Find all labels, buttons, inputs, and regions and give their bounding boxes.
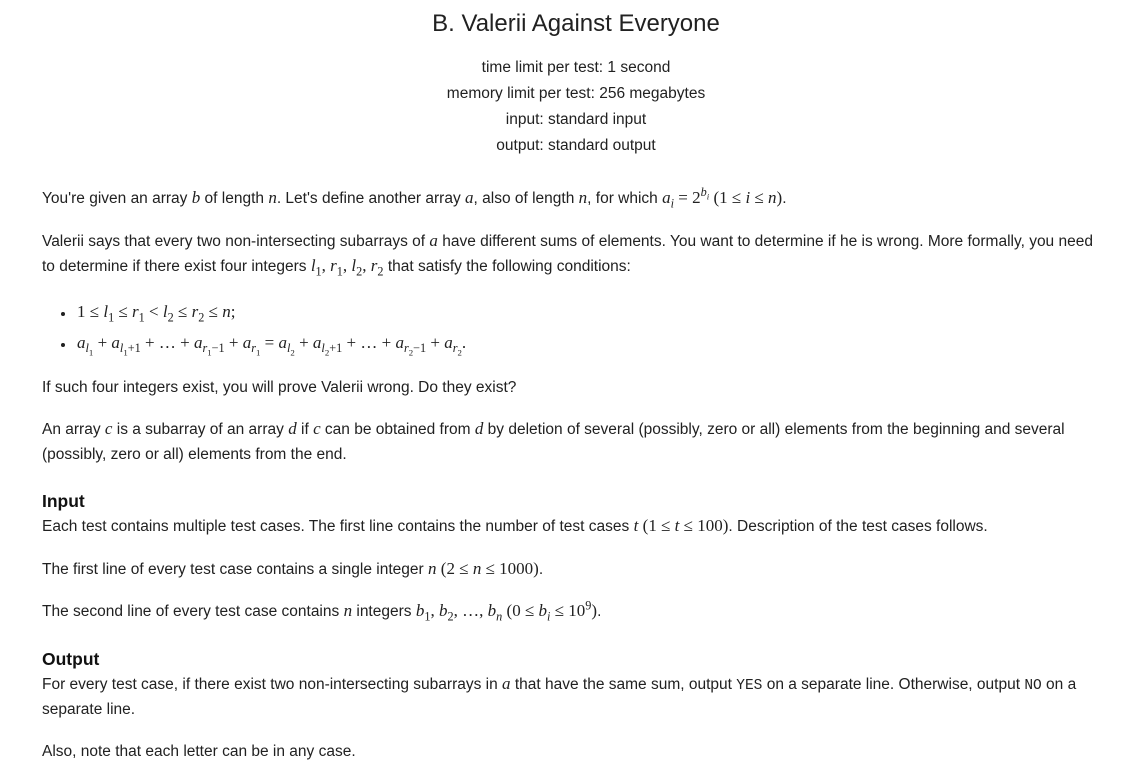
problem-header bbox=[42, 10, 1110, 159]
statement-paragraph: The second line of every test case contains n integers $b_1$, $b_2$, …, $b_n$ $(0 \le b_i \le 10^9)$. bbox=[42, 598, 602, 624]
math-expression: a bbox=[502, 673, 511, 693]
math-expression: n bbox=[578, 188, 588, 207]
time-limit: time limit per test: 1 second bbox=[481, 59, 671, 76]
math-expression: n bbox=[343, 601, 353, 620]
math-expression: $l_1$, $r_1$, $l_2$, $r_2$ bbox=[310, 256, 384, 279]
input-spec: input: standard input bbox=[505, 111, 647, 128]
output-spec: output: standard output bbox=[496, 137, 656, 154]
math-expression: c bbox=[104, 419, 113, 438]
math-expression: b bbox=[191, 188, 201, 207]
statement-paragraph: The first line of every test case contains a single integer n (2 ≤ n ≤ 1000). bbox=[42, 558, 544, 578]
statement-paragraph: An array c is a subarray of an array d if c can be obtained from d by deletion of several (possibly, zero or all) elements from the beginning and several (possibly, zero or all) elements from the end. bbox=[42, 419, 1065, 463]
problem-limits bbox=[42, 55, 1110, 159]
math-expression: a bbox=[429, 230, 438, 250]
statement-blocks bbox=[42, 186, 1110, 764]
math-expression: (1 ≤ t ≤ 100) bbox=[642, 516, 729, 535]
math-expression: c bbox=[313, 419, 321, 438]
math-expression: d bbox=[288, 419, 297, 438]
math-expression: n bbox=[427, 558, 437, 578]
math-expression: $a_{l_1} + a_{l_1+1}$ + … + $a_{r_1-1} + a_{r_1} = a_{l_2} + a_{l_2+1}$ + … + $a_{r_2-1} + a_{r_2}$. bbox=[77, 332, 467, 358]
statement-paragraph: Also, note that each letter can be in any case. bbox=[42, 742, 356, 760]
math-expression: $b_1$, $b_2$, …, $b_n$ bbox=[415, 601, 503, 624]
statement-paragraph: Each test contains multiple test cases. The first line contains the number of test cases t (1 ≤ t ≤ 100). Description of the test cases follows. bbox=[42, 516, 988, 535]
math-expression: $a_i = 2^{b_i}$ (1 ≤ i ≤ n) bbox=[662, 185, 783, 211]
math-expression: t bbox=[633, 516, 639, 535]
condition-item bbox=[75, 328, 1110, 359]
problem-title: B. Valerii Against Everyone bbox=[432, 10, 720, 37]
math-expression: $(0 \le b_i \le 10^9)$ bbox=[506, 598, 598, 624]
section-title: Output bbox=[42, 648, 100, 669]
statement-paragraph: If such four integers exist, you will prove Valerii wrong. Do they exist? bbox=[42, 378, 517, 396]
memory-limit: memory limit per test: 256 megabytes bbox=[446, 85, 706, 102]
statement-paragraph: You're given an array b of length n. Let's define another array a, also of length n, for which $a_i = 2^{b_i}$ (1 ≤ i ≤ n). bbox=[42, 185, 787, 211]
code-literal: YES bbox=[736, 677, 763, 694]
condition-item bbox=[75, 297, 1110, 328]
statement-paragraph: Valerii says that every two non-intersecting subarrays of a have different sums of elements. You want to determine if he is wrong. More formally, you need to determine if there exist four integers $l_1$, $r_1$, $l_2$, $r_2$ that satisfy the following conditions: bbox=[42, 230, 1093, 279]
math-expression: $1 \le l_1 \le r_1 < l_2 \le r_2 \le n$; bbox=[77, 301, 236, 324]
math-expression: d bbox=[474, 419, 484, 438]
condition-list bbox=[42, 297, 1110, 359]
math-expression: n bbox=[268, 188, 277, 207]
statement-paragraph: For every test case, if there exist two non-intersecting subarrays in a that have the same sum, output YES on a separate line. Otherwise, output NO on a separate line. bbox=[42, 673, 1077, 718]
section-title: Input bbox=[42, 491, 85, 511]
math-expression: (2 ≤ n ≤ 1000) bbox=[440, 558, 539, 578]
math-expression: a bbox=[465, 188, 474, 207]
code-literal: NO bbox=[1024, 677, 1042, 694]
